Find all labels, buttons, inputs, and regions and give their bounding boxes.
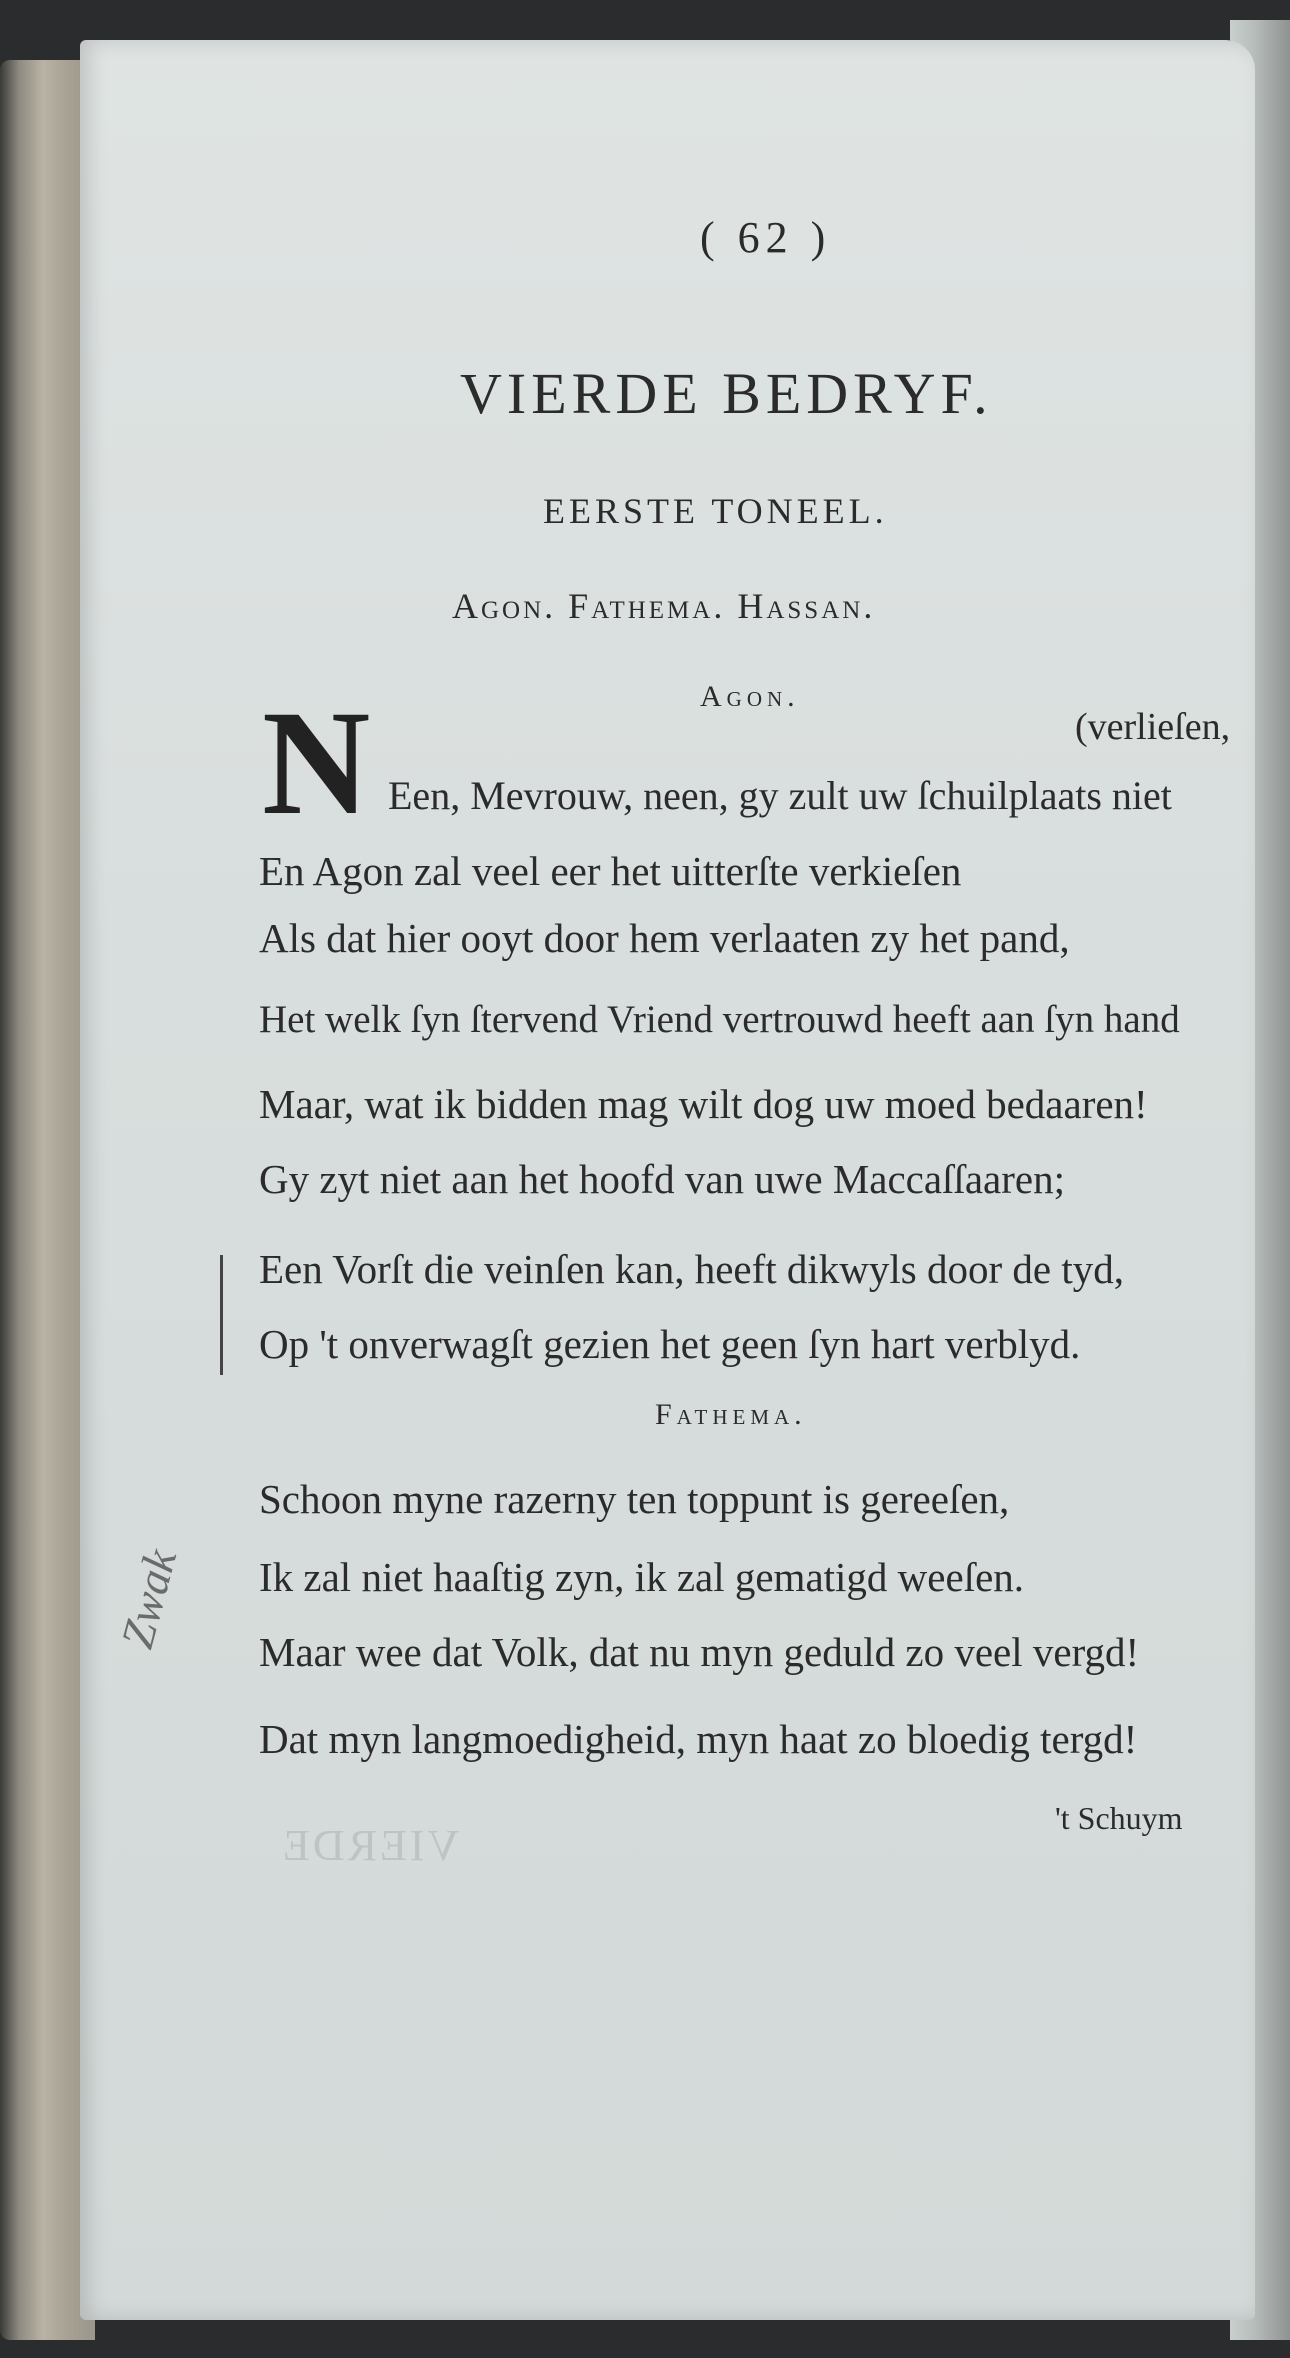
- drop-cap: N: [262, 680, 371, 846]
- page-number: ( 62 ): [700, 213, 832, 262]
- scene-title: EERSTE TONEEL.: [543, 491, 888, 531]
- verse-line: Gy zyt niet aan het hoofd van uwe Maccaſſaaren;: [259, 1156, 1065, 1202]
- verse-line: Schoon myne razerny ten toppunt is gereeſen,: [259, 1476, 1010, 1522]
- verse-line: Op 't onverwagſt gezien het geen ſyn hart verblyd.: [259, 1321, 1081, 1367]
- speaker-agon: Agon.: [700, 680, 800, 713]
- verse-line: Ik zal niet haaſtig zyn, ik zal gematigd weeſen.: [259, 1554, 1025, 1600]
- catchword: 't Schuym: [1055, 1800, 1183, 1836]
- verse-line: Maar, wat ik bidden mag wilt dog uw moed bedaaren!: [259, 1081, 1148, 1127]
- characters-list: Agon. Fathema. Hassan.: [452, 586, 876, 626]
- verse-line: En Agon zal veel eer het uitterſte verkieſen: [259, 848, 962, 894]
- verse-line: Als dat hier ooyt door hem verlaaten zy het pand,: [259, 915, 1070, 961]
- runover-word: (verlieſen,: [1075, 706, 1231, 748]
- verse-line: Een Vorſt die veinſen kan, heeft dikwyls door de tyd,: [259, 1246, 1125, 1292]
- verse-line: Maar wee dat Volk, dat nu myn geduld zo veel vergd!: [259, 1629, 1140, 1675]
- margin-mark: [220, 1255, 223, 1375]
- verse-line: Een, Mevrouw, neen, gy zult uw ſchuilplaats niet: [388, 773, 1172, 818]
- bleed-through-text: VIERDE: [280, 1821, 460, 1870]
- handwritten-annotation: Zwak: [110, 1543, 187, 1654]
- verse-line: Dat myn langmoedigheid, myn haat zo bloedig tergd!: [259, 1716, 1138, 1762]
- act-title: VIERDE BEDRYF.: [460, 361, 993, 426]
- speaker-fathema: Fathema.: [655, 1398, 807, 1431]
- verse-line: Het welk ſyn ſtervend Vriend vertrouwd heeft aan ſyn hand: [259, 998, 1180, 1041]
